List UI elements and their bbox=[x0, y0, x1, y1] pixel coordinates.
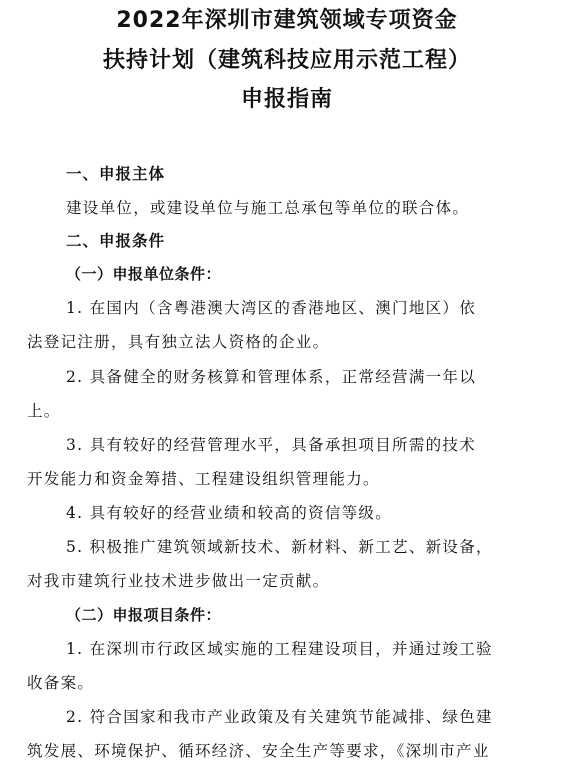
unit-item-5-line-2: 对我市建筑行业技术进步做出一定贡献。 bbox=[27, 572, 330, 590]
title-line-1: 2022年深圳市建筑领域专项资金 bbox=[116, 8, 458, 33]
section-2-heading: 二、申报条件 bbox=[66, 232, 166, 250]
project-item-1-line-1: 1. 在深圳市行政区域实施的工程建设项目，并通过竣工验 bbox=[66, 640, 493, 658]
unit-item-2-line-2: 上。 bbox=[27, 402, 61, 420]
title-line-3: 申报指南 bbox=[240, 87, 333, 112]
project-item-1-line-2: 收备案。 bbox=[27, 674, 95, 692]
unit-item-3-line-1: 3. 具有较好的经营管理水平，具备承担项目所需的技术 bbox=[66, 436, 477, 454]
section-1-heading: 一、申报主体 bbox=[66, 165, 166, 183]
project-item-2-line-1: 2. 符合国家和我市产业政策及有关建筑节能减排、绿色建 bbox=[66, 708, 493, 726]
section-1-body: 建设单位，或建设单位与施工总承包等单位的联合体。 bbox=[66, 199, 470, 217]
unit-item-1-line-2: 法登记注册，具有独立法人资格的企业。 bbox=[27, 333, 330, 351]
unit-item-3-line-2: 开发能力和资金筹措、工程建设组织管理能力。 bbox=[27, 470, 380, 488]
project-item-2-line-2: 筑发展、环境保护、循环经济、安全生产等要求，《深圳市产业 bbox=[27, 742, 490, 760]
title-line-2: 扶持计划（建筑科技应用示范工程） bbox=[102, 48, 471, 73]
subsection-1-heading: （一）申报单位条件： bbox=[66, 265, 222, 283]
unit-item-2-line-1: 2. 具备健全的财务核算和管理体系，正常经营满一年以 bbox=[66, 368, 477, 386]
subsection-2-heading: （二）申报项目条件： bbox=[66, 606, 222, 624]
unit-item-5-line-1: 5. 积极推广建筑领域新技术、新材料、新工艺、新设备， bbox=[66, 538, 493, 556]
unit-item-1-line-1: 1. 在国内（含粤港澳大湾区的香港地区、澳门地区）依 bbox=[66, 299, 477, 317]
unit-item-4-line-1: 4. 具有较好的经营业绩和较高的资信等级。 bbox=[66, 504, 393, 522]
